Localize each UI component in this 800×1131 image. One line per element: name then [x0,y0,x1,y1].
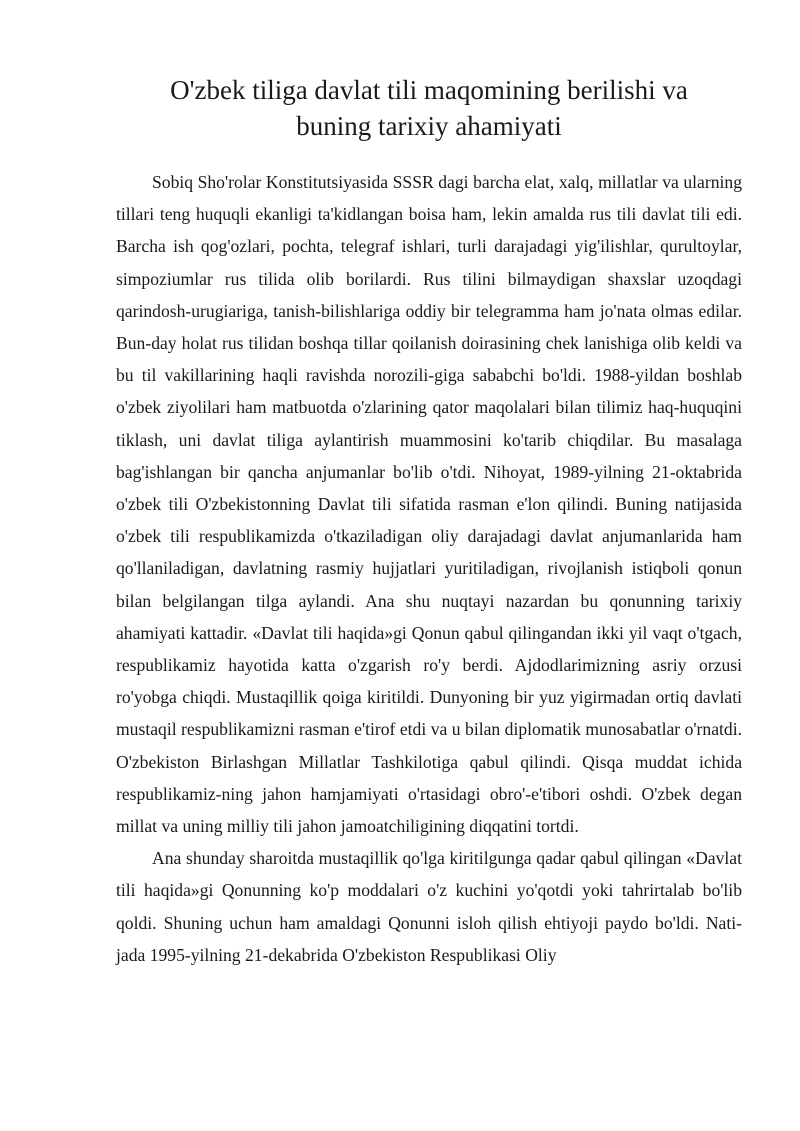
document-page [116,72,742,971]
title-line-1: O'zbek tiliga davlat tili maqomining berilishi va [170,75,688,105]
document-title [116,72,742,144]
paragraph: Sobiq Sho'rolar Konstitutsiyasida SSSR dagi barcha elat, xalq, millatlar va ularning tillari teng huquqli ekanligi ta'kidlangan boisa ham, lekin amalda rus tili davlat tili edi. Barcha ish qog'ozlari, pochta, telegraf ishlari, turli darajadagi yig'ilishlar, qurultoylar, simpoziumlar rus tilida olib borilardi. Rus tilini bilmaydigan shaxslar uzoqdagi qarindosh-urugiariga, tanish-bilishlariga oddiy bir telegramma ham jo'nata olmas edilar. Bun-day holat rus tilidan boshqa tillar qoilanish doirasining chek lanishiga olib keldi va bu til vakillarining haqli ravishda norozili-giga sababchi bo'ldi. 1988-yildan boshlab o'zbek ziyolilari ham matbuotda o'zlarining qator maqolalari bilan tilimiz haq-huquqini tiklash, uni davlat tiliga aylantirish muammosini ko'tarib chiqdilar. Bu masalaga bag'ishlangan bir qancha anjumanlar bo'lib o'tdi. Nihoyat, 1989-yilning 21-oktabrida o'zbek tili O'zbekistonning Davlat tili sifatida rasman e'lon qilindi. Buning natijasida o'zbek tili respublikamizda o'tkaziladigan oliy darajadagi davlat anjumanlarida ham qo'llaniladigan, davlatning rasmiy hujjatlari yuritiladigan, rivojlanish istiqboli qonun bilan belgilangan tilga aylandi. Ana shu nuqtayi nazardan bu qonunning tarixiy ahamiyati kattadir. «Davlat tili haqida»gi Qonun qabul qilingandan ikki yil vaqt o'tgach, respublikamiz hayotida katta o'zgarish ro'y berdi. Ajdodlarimizning asriy orzusi ro'yobga chiqdi. Mustaqillik qoiga kiritildi. Dunyoning bir yuz yigirmadan ortiq davlati mustaqil respublikamizni rasman e'tirof etdi va u bilan diplomatik munosabatlar o'rnatdi. O'zbekiston Birlashgan Millatlar Tashkilotiga qabul qilindi. Qisqa muddat ichida respublikamiz-ning jahon hamjamiyati o'rtasidagi obro'-e'tibori oshdi. O'zbek degan millat va uning milliy tili jahon jamoatchiligining diqqatini tortdi. [116,172,742,837]
document-body [116,166,742,971]
title-line-2: buning tarixiy ahamiyati [296,111,562,141]
paragraph: Ana shunday sharoitda mustaqillik qo'lga kiritilgunga qadar qabul qilingan «Davlat tili haqida»gi Qonunning ko'p moddalari o'z kuchini yo'qotdi yoki tahrirtalab bo'lib qoldi. Shuning uchun ham amaldagi Qonunni isloh qilish ehtiyoji paydo bo'ldi. Nati-jada 1995-yilning 21-dekabrida O'zbekiston Respublikasi Oliy [116,848,742,965]
